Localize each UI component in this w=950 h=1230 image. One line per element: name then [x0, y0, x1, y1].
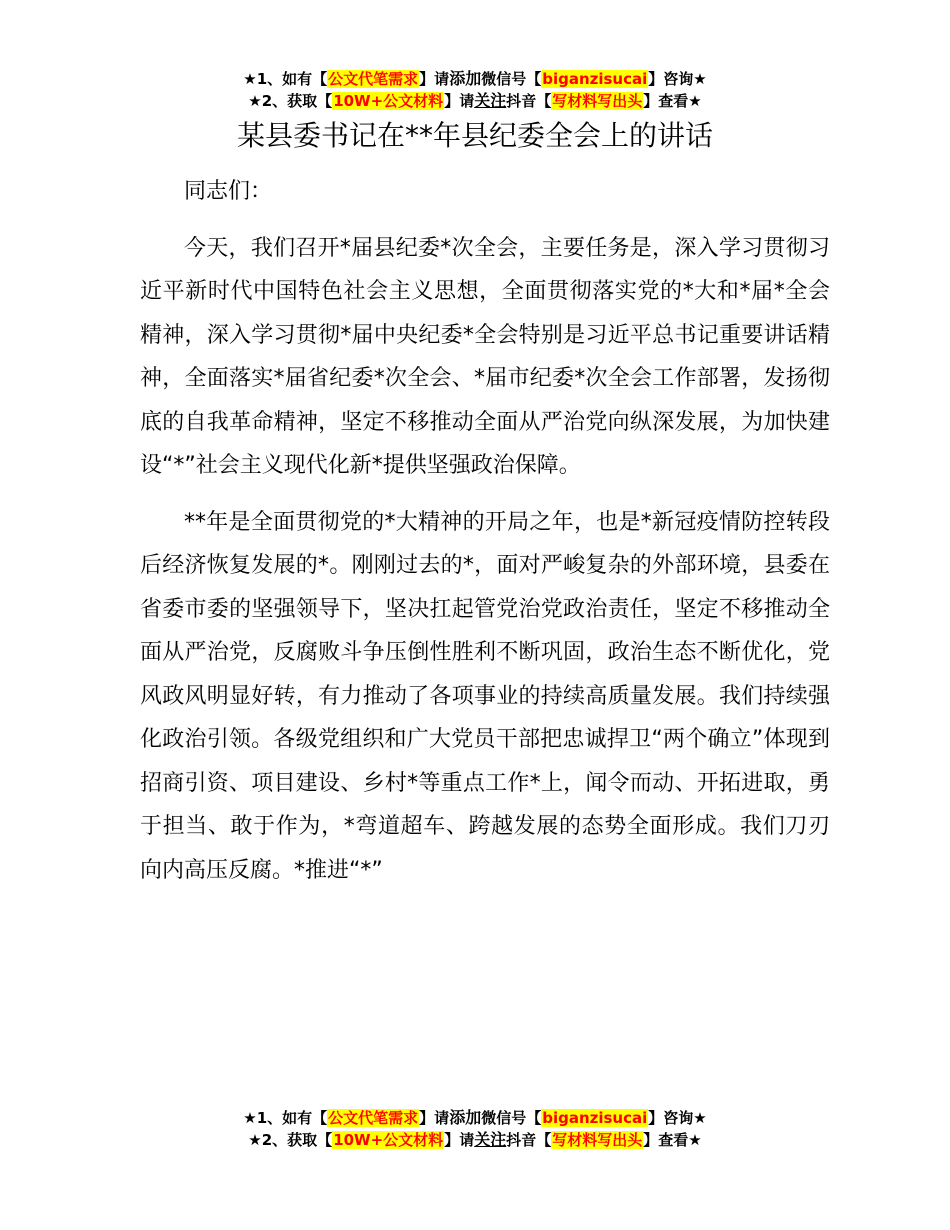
promo-header: [0, 68, 950, 112]
promo-emphasis: 关注: [474, 1130, 507, 1149]
promo-text: 】请: [419, 70, 450, 88]
document-title: 某县委书记在**年县纪委全会上的讲话: [236, 119, 713, 152]
promo-text: 】查看★: [643, 1131, 702, 1149]
promo-text: ★2、获取【: [248, 92, 333, 110]
promo-text: 】请: [444, 92, 475, 110]
promo-emphasis: 添加: [449, 69, 482, 88]
paragraph: **年是全面贯彻党的*大精神的开局之年，也是*新冠疫情防控转段后经济恢复发展的*。刚刚过去的*，面对严峻复杂的外部环境，县委在省委市委的坚强领导下，坚决扛起管党治党政治责任，坚定不移推动全面从严治党，反腐败斗争压倒性胜利不断巩固，政治生态不断优化，党风政风明显好转，有力推动了各项事业的持续高质量发展。我们持续强化政治引领。各级党组织和广大党员干部把忠诚捍卫“两个确立”体现到招商引资、项目建设、乡村*等重点工作*上，闻令而动、开拓进取，勇于担当、敢于作为，*弯道超车、跨越发展的态势全面形成。我们刀刃向内高压反腐。*推进“*”: [140, 509, 830, 883]
promo-text: ★2、获取【: [248, 1131, 333, 1149]
promo-emphasis: 添加: [449, 1108, 482, 1127]
promo-text: 抖音【: [506, 92, 552, 110]
promo-text: 抖音【: [506, 1131, 552, 1149]
promo-highlight-douyin: 写材料写出头: [552, 92, 643, 110]
promo-text: 微信号【: [481, 1109, 542, 1127]
promo-text: 】请: [444, 1131, 475, 1149]
promo-highlight-douyin: 写材料写出头: [552, 1131, 643, 1149]
promo-line-1: [0, 68, 950, 90]
promo-emphasis: 关注: [474, 91, 507, 110]
promo-footer: [0, 1107, 950, 1151]
paragraph: 今天，我们召开*届县纪委*次全会，主要任务是，深入学习贯彻习近平新时代中国特色社会主义思想，全面贯彻落实党的*大和*届*全会精神，深入学习贯彻*届中央纪委*全会特别是习近平总书记重要讲话精神，全面落实*届省纪委*次全会、*届市纪委*次全会工作部署，发扬彻底的自我革命精神，坚定不移推动全面从严治党向纵深发展，为加快建设“*”社会主义现代化新*提供坚强政治保障。: [140, 235, 830, 478]
document-body: [140, 170, 830, 892]
promo-highlight-wechat: biganzisucai: [542, 70, 648, 88]
promo-highlight-materials: 10W+公文材料: [333, 92, 444, 110]
promo-text: 】请: [419, 1109, 450, 1127]
promo-text: 】咨询★: [648, 1109, 707, 1127]
salutation: 同志们：: [184, 179, 273, 204]
promo-highlight-materials: 10W+公文材料: [333, 1131, 444, 1149]
promo-highlight-wechat: biganzisucai: [542, 1109, 648, 1127]
promo-text: 】咨询★: [648, 70, 707, 88]
promo-line-2: [0, 90, 950, 112]
promo-line-2: [0, 1129, 950, 1151]
promo-line-1: [0, 1107, 950, 1129]
promo-text: ★1、如有【: [243, 70, 328, 88]
promo-highlight-service: 公文代笔需求: [328, 1109, 419, 1127]
promo-text: ★1、如有【: [243, 1109, 328, 1127]
promo-highlight-service: 公文代笔需求: [328, 70, 419, 88]
promo-text: 】查看★: [643, 92, 702, 110]
promo-text: 微信号【: [481, 70, 542, 88]
